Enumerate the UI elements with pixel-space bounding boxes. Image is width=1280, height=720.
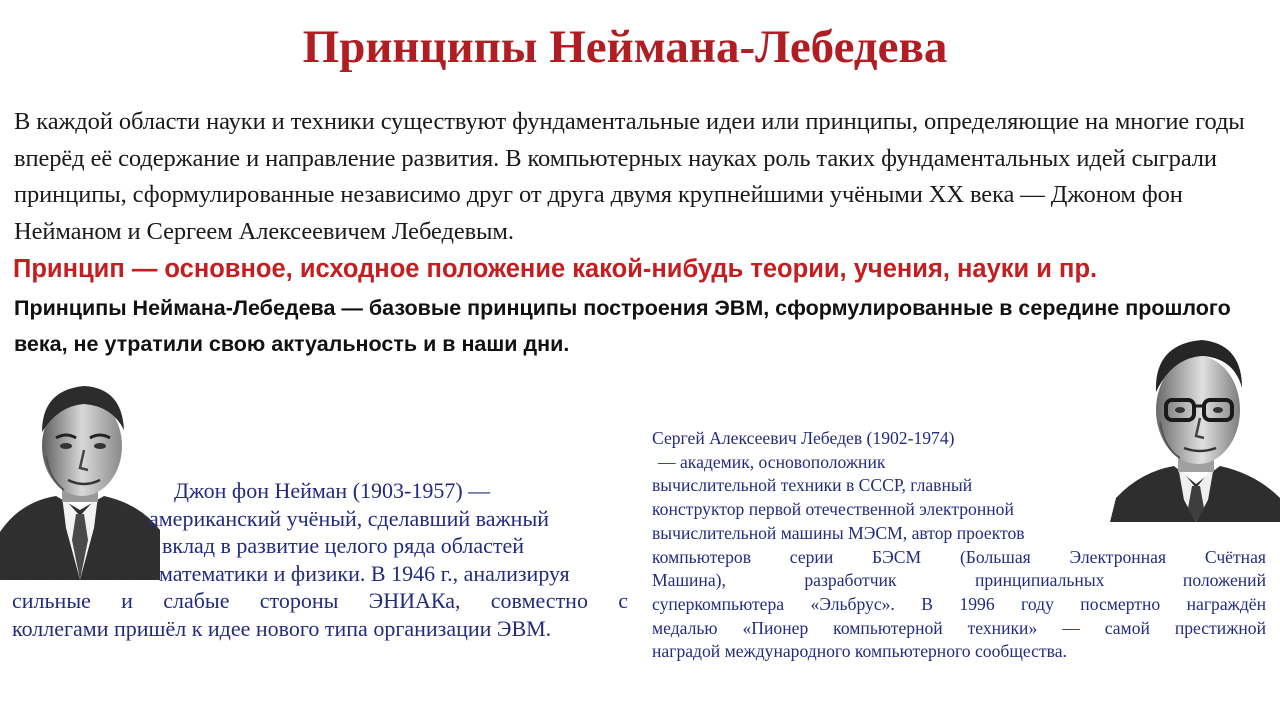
intro-paragraph: В каждой области науки и техники существуют фундаментальные идеи или принципы, определяющие на многие годы вперёд её содержание и направление развития. В компьютерных науках роль таких фундаментальных идей сыграли принципы, сформулированные независимо друг от друга двумя крупнейшими учёными XX века — Джоном фон Нейманом и Сергеем Алексеевичем Лебедевым. <box>14 108 1245 245</box>
neumann-bio-line: математики и физики. В 1946 г., анализируя <box>159 560 570 586</box>
lebedev-bio-line: медалью «Пионер компьютерной техники» — самой престижной <box>652 617 1266 638</box>
lebedev-bio-line: Сергей Алексеевич Лебедев (1902-1974) <box>652 428 955 448</box>
lebedev-bio-line: конструктор первой отечественной электронной <box>652 499 1014 520</box>
lebedev-bio-line: вычислительной машины МЭСМ, автор проектов <box>652 522 1025 543</box>
neumann-bio-line: вклад в развитие целого ряда областей <box>162 533 525 558</box>
lebedev-bio-line: компьютеров серии БЭСМ (Большая Электронная Счётная <box>652 546 1266 567</box>
basic-principles-statement: Принципы Неймана-Лебедева — базовые принципы построения ЭВМ, сформулированные в середине прошлого века, не утратили свою актуальность и в наши дни. <box>14 296 1231 356</box>
neumann-bio <box>12 477 628 642</box>
lebedev-bio-line: наградой международного компьютерного сообщества. <box>652 641 1067 662</box>
lebedev-bio-line: Машина), разработчик принципиальных положений <box>652 570 1266 591</box>
neumann-bio-line: американский учёный, сделавший важный <box>149 505 550 531</box>
lebedev-bio-line: вычислительной техники в СССР, главный <box>652 475 973 496</box>
neumann-bio-line: коллегами пришёл к идее нового типа организации ЭВМ. <box>12 615 552 641</box>
principle-definition: Принцип — основное, исходное положение какой-нибудь теории, учения, науки и пр. <box>13 255 1098 283</box>
neumann-bio-line: Джон фон Нейман (1903-1957) — <box>174 478 491 503</box>
slide-title: Принципы Неймана-Лебедева <box>302 21 948 73</box>
neumann-bio-line: сильные и слабые стороны ЭНИАКа, совместно с <box>12 588 628 613</box>
lebedev-bio <box>652 427 1266 664</box>
lebedev-bio-line: суперкомпьютера «Эльбрус». В 1996 году посмертно награждён <box>652 593 1266 614</box>
lebedev-bio-line: — академик, основоположник <box>658 451 886 472</box>
